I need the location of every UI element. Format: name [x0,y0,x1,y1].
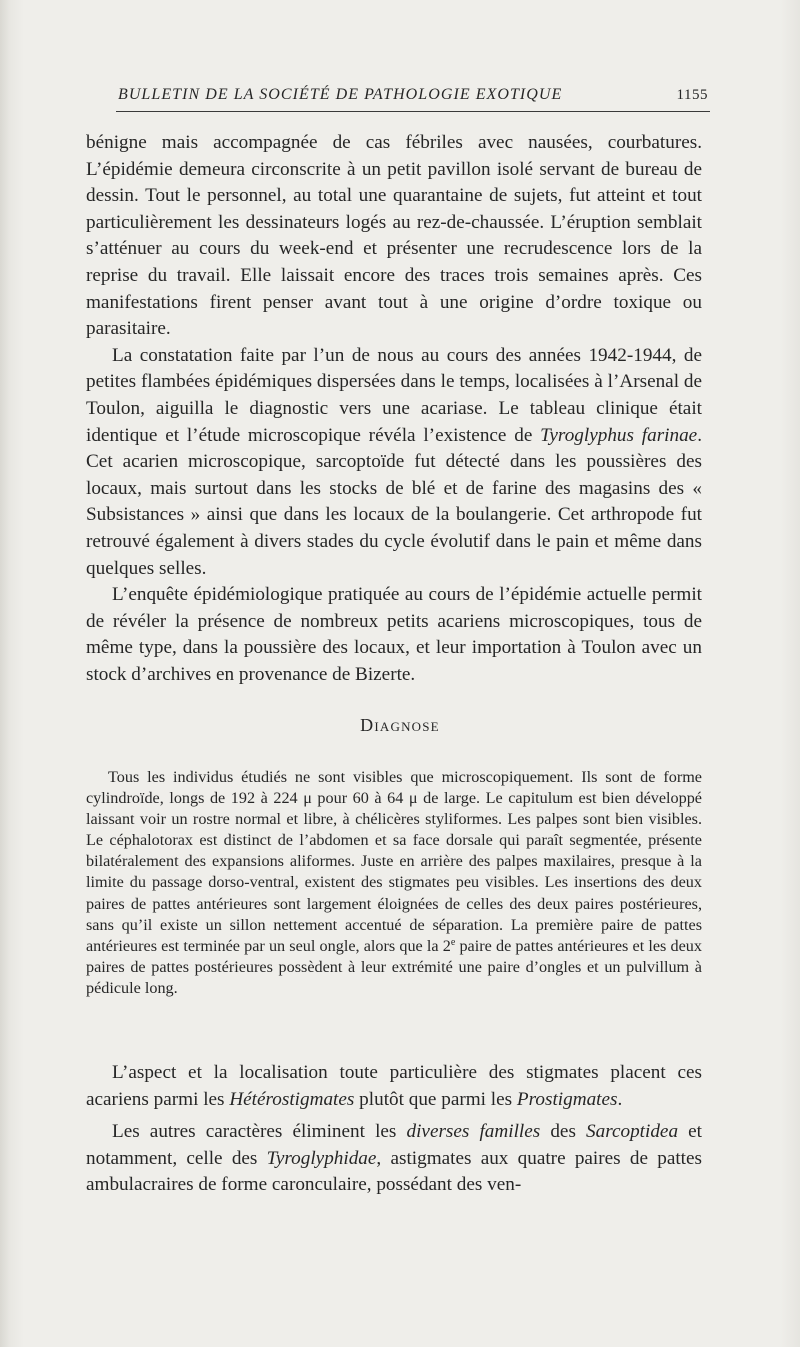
paragraph-1-text: bénigne mais accompagnée de cas fébriles avec nausées, courbatures. L’épidémie demeura circonscrite à un petit pavillon isolé servant de bureau de dessin. Tout le personnel, au total une quarantaine de sujets, fut atteint et tout particulièrement les dessinateurs logés au rez-de-chaussée. L’éruption semblait s’atténuer au cours du week-end et présenter une recrudescence lors de la reprise du travail. Elle laissait encore des traces trois semaines après. Ces manifestations firent penser avant tout à une origine d’ordre toxique ou parasitaire. [86,132,702,340]
journal-title: BULLETIN DE LA SOCIÉTÉ DE PATHOLOGIE EXOTIQUE [118,86,563,103]
body-text-bottom [86,1060,702,1199]
paragraph-4 [86,1060,702,1113]
paragraph-3 [86,582,702,688]
p5-italic-3: Tyroglyphidae [266,1147,377,1169]
paragraph-2 [86,343,702,582]
p5-text-d: , astigmates aux quatre paires de pattes ambulacraires de forme caronculaire, possédant des ven- [86,1147,702,1196]
diagnose-text-a: Tous les individus étudiés ne sont visibles que microscopiquement. Ils sont de forme cylindroïde, longs de 192 à 224 μ pour 60 à 64 μ de large. Le capitulum est bien développé laissant voir un rostre normal et libre, à chélicères styliformes. Les palpes sont bien visibles. Le céphalotorax est distinct de l’abdomen et sa face dorsale qui paraît segmentée, présente bilatéralement des expansions aliformes. Juste en arrière des palpes maxilaires, presque à la limite du passage dorso-ventral, existent des stigmates peu visibles. Les insertions des deux paires de pattes antérieures sont largement éloignées de celles des deux paires postérieures, sans qu’il existe un sillon nettement accentué de séparation. La première paire de pattes antérieures est terminée par un seul ongle, alors que la 2 [86,768,702,955]
section-heading-diagnose: Diagnose [360,715,440,735]
ordinal-superscript: e [450,936,456,948]
p4-text-a: L’aspect et la localisation toute particulière des stigmates placent ces acariens parmi les [86,1062,702,1110]
p5-italic-1: diverses familles [406,1121,541,1143]
p5-italic-2: Sarcoptidea [586,1121,679,1143]
paragraph-3-text: L’enquête épidémiologique pratiquée au cours de l’épidémie actuelle permit de révéler la présence de nombreux petits acariens microscopiques, tous de même type, dans la poussière des locaux, et leur importation à Toulon avec un stock d’archives en provenance de Bizerte. [86,584,702,685]
body-text-top [86,130,702,688]
p5-text-c: et notamment, celle des [86,1121,702,1169]
paragraph-1 [86,130,702,343]
diagnose-paragraph [86,767,702,999]
diagnose-text [86,767,702,999]
p4-text-c: . [617,1088,623,1110]
paragraph-2-text-a: La constatation faite par l’un de nous au cours des années 1942-1944, de petites flambées épidémiques dispersées dans le temps, localisées à l’Arsenal de Toulon, aiguilla le diagnostic vers une acariase. Le tableau clinique était identique et l’étude microscopique révéla l’existence de [86,344,702,446]
p4-italic-1: Hétérostigmates [229,1088,355,1110]
header-rule [116,111,710,112]
paragraph-2-text-b: . Cet acarien microscopique, sarcoptoïde fut détecté dans les poussières des locaux, mais surtout dans les stocks de blé et de farine des magasins des « Subsistances » ainsi que dans les locaux de la boulangerie. Cet arthropode fut retrouvé également à divers stades du cycle évolutif dans le pain et même dans quelques selles. [86,424,702,579]
p4-text-b: plutôt que parmi les [354,1088,517,1110]
p5-text-a: Les autres caractères éliminent les [112,1121,407,1143]
p4-italic-2: Prostigmates [516,1088,618,1110]
paragraph-5 [86,1119,702,1199]
p5-text-b: des [540,1121,587,1143]
species-name: Tyroglyphus farinae [540,424,698,446]
running-head [118,86,708,104]
page-number: 1155 [676,87,708,103]
diagnose-text-b: paire de pattes antérieures et les deux paires de pattes postérieures possèdent à leur extrémité une paire d’ongles et un pulvillum à pédicule long. [86,936,702,997]
